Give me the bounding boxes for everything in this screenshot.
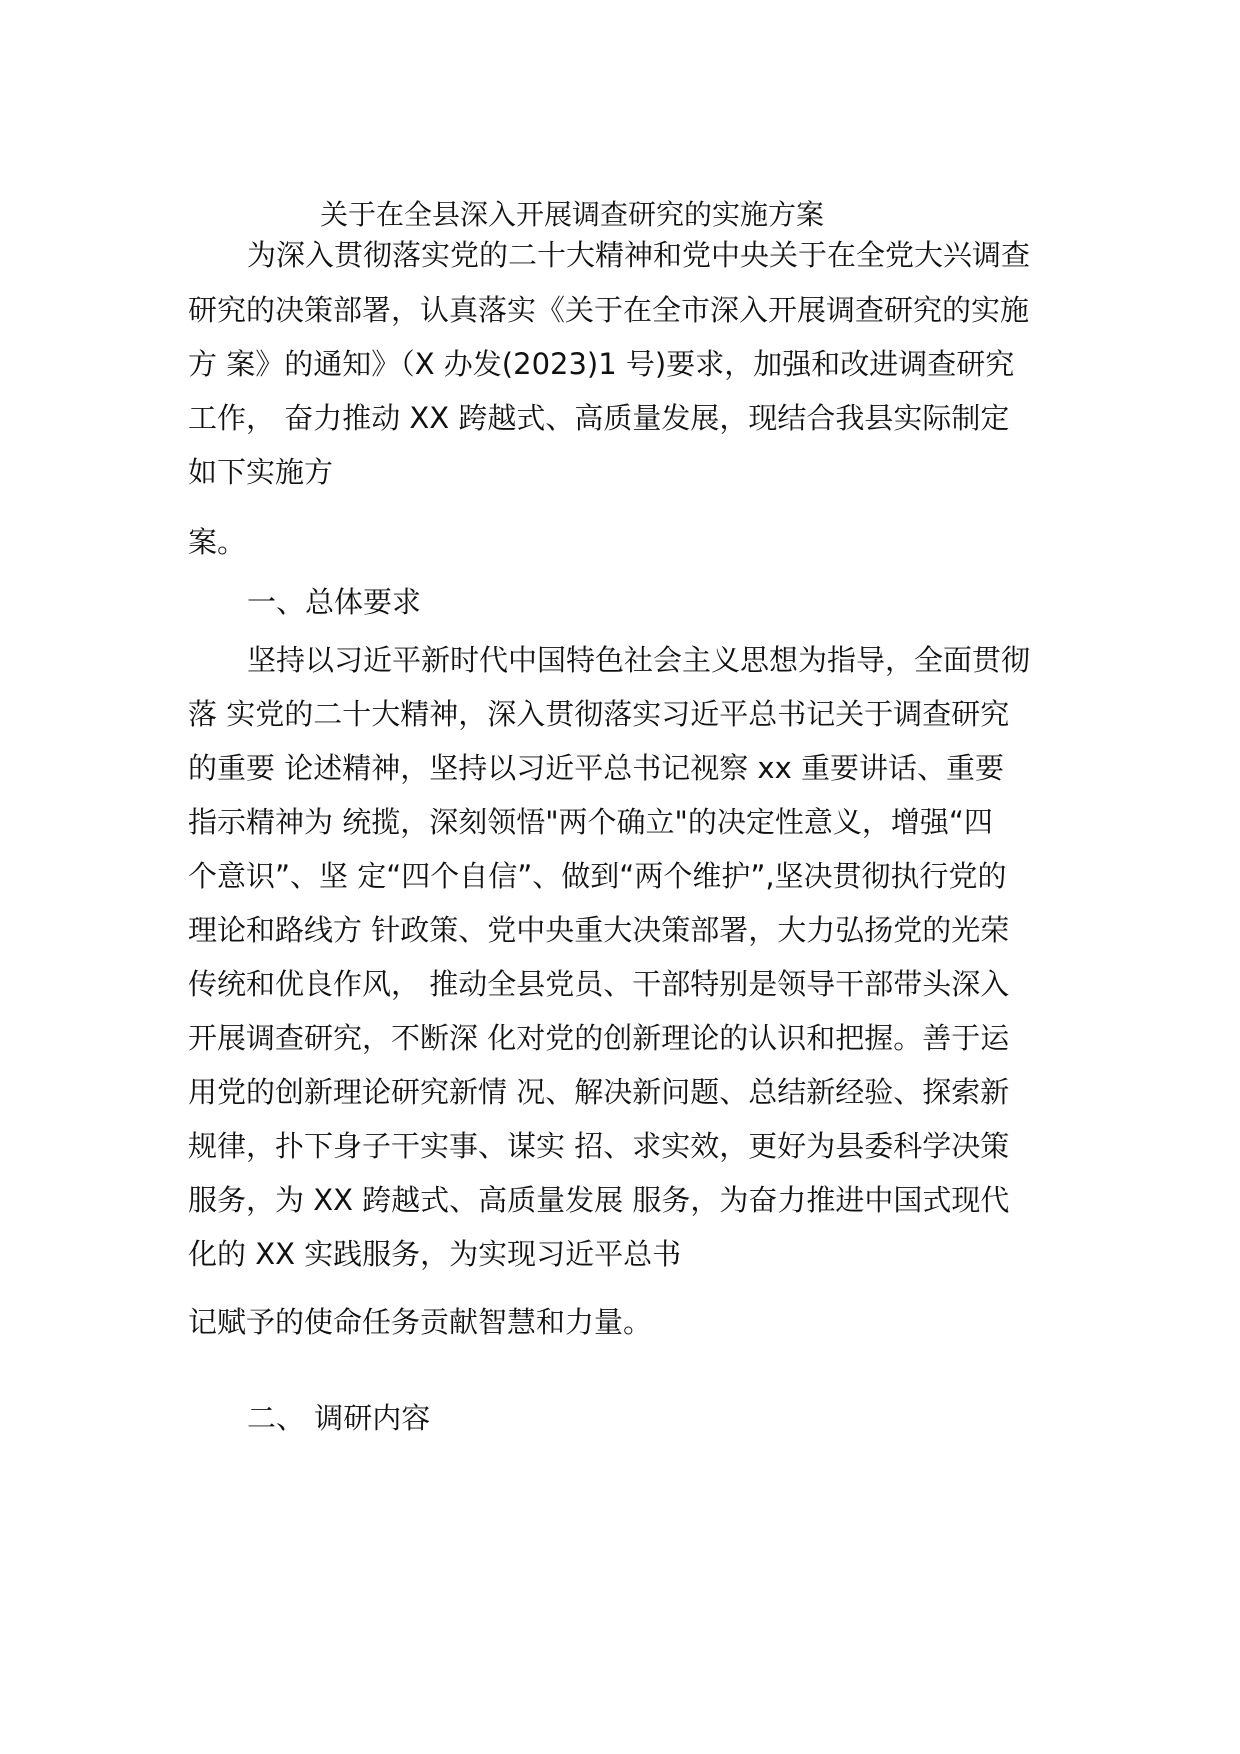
paragraph-line: 研究的决策部署，认真落实《关于在全市深入开展调查研究的实施 [188, 293, 1030, 327]
section-heading: 一、总体要求 [247, 585, 422, 619]
paragraph-line: 服务，为 XX 跨越式、高质量发展 服务，为奋力推进中国式现代 [188, 1183, 1010, 1217]
paragraph-line: 落 实党的二十大精神，深入贯彻落实习近平总书记关于调查研究 [188, 697, 1010, 731]
paragraph-line: 用党的创新理论研究新情 况、解决新问题、总结新经验、探索新 [188, 1075, 1010, 1109]
paragraph-line: 记赋予的使命任务贡献智慧和力量。 [188, 1305, 653, 1339]
paragraph-line: 开展调查研究，不断深 化对党的创新理论的认识和把握。善于运 [188, 1021, 1010, 1055]
paragraph-line: 理论和路线方 针政策、党中央重大决策部署，大力弘扬党的光荣 [188, 913, 1010, 947]
paragraph-line: 传统和优良作风， 推动全县党员、干部特别是领导干部带头深入 [188, 967, 1010, 1001]
paragraph-line: 方 案》的通知》（X 办发(2023)1 号)要求，加强和改进调查研究 [188, 347, 1015, 381]
paragraph-line: 规律，扑下身子干实事、谋实 招、求实效，更好为县委科学决策 [188, 1129, 1010, 1163]
section-heading: 二、 调研内容 [247, 1401, 431, 1435]
paragraph-line: 如下实施方 [188, 455, 334, 489]
paragraph-line: 工作， 奋力推动 XX 跨越式、高质量发展，现结合我县实际制定 [188, 401, 1010, 435]
paragraph-line: 的重要 论述精神，坚持以习近平总书记视察 xx 重要讲话、重要 [188, 751, 1004, 785]
paragraph-line: 为深入贯彻落实党的二十大精神和党中央关于在全党大兴调查 [247, 238, 1031, 272]
paragraph-line: 个意识”、坚 定“四个自信”、做到“两个维护”,坚决贯彻执行党的 [188, 859, 1007, 893]
paragraph-line: 指示精神为 统揽，深刻领悟"两个确立"的决定性意义，增强“四 [188, 805, 993, 839]
document-title: 关于在全县深入开展调查研究的实施方案 [320, 198, 825, 231]
paragraph-line: 化的 XX 实践服务，为实现习近平总书 [188, 1237, 682, 1271]
paragraph-line: 案。 [188, 525, 247, 559]
paragraph-line: 坚持以习近平新时代中国特色社会主义思想为指导，全面贯彻 [247, 643, 1031, 677]
